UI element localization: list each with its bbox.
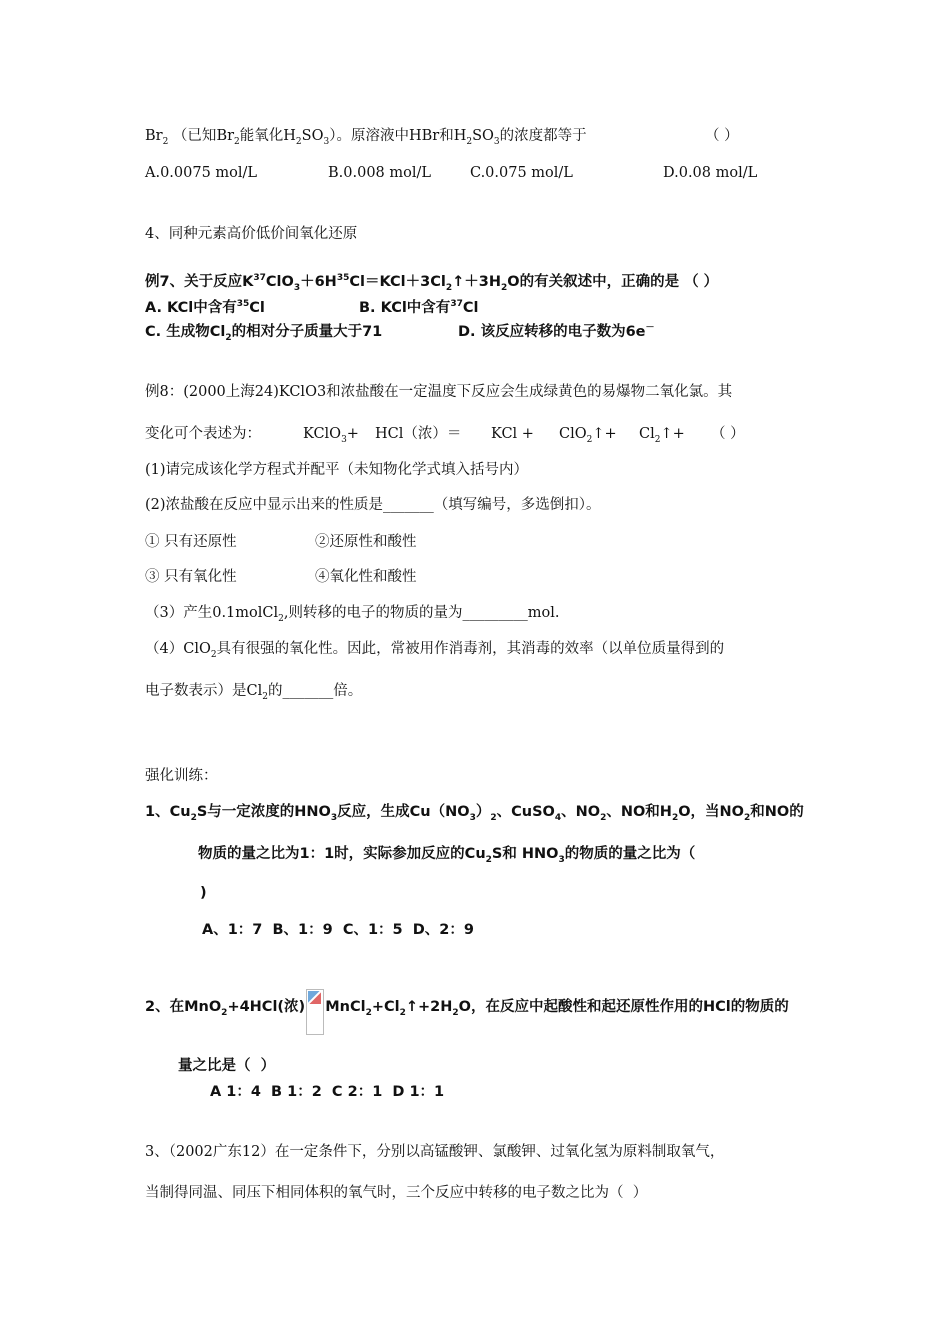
option-a: A.0.0075 mol/L (145, 165, 258, 181)
example-7-stem: 例7、关于反应$K^{37}ClO_3+6H^{35}Cl=KCl+3Cl_2↑+3H_2O$的有关叙述中，正确的是 （ ） (145, 273, 719, 293)
example-8-q3: （3）产生0.1molCl$_2$,则转移的电子的物质的量为_________mol. (145, 605, 560, 624)
drill-1-line3: ) (200, 885, 207, 901)
example-8-options-12: ① 只有还原性 ②还原性和酸性 (145, 534, 417, 550)
example-8-q4-line1: （4）ClO$_2$具有很强的氧化性。因此，常被用作消毒剂，其消毒的效率（以单位质量得到的 (145, 641, 725, 660)
broken-image-icon (306, 989, 324, 1035)
drill-2-line2: 量之比是（ ） (178, 1058, 276, 1074)
drill-3-line1: 3、（2002广东12）在一定条件下，分别以高锰酸钾、氯酸钾、过氧化氢为原料制取氧气， (145, 1144, 725, 1160)
drill-heading: 强化训练： (145, 768, 218, 784)
option-c: C.0.075 mol/L (470, 165, 573, 181)
example-8-options-34: ③ 只有氧化性 ④氧化性和酸性 (145, 569, 417, 585)
question-3-stem: $Br_2$ （已知$Br_2$能氧化$H_2SO_3$）。原溶液中HBr和$H_2SO_3$的浓度都等于 （ ） (145, 128, 739, 147)
answer-bracket: （ ） (705, 128, 739, 144)
section-4-heading: 4、同种元素高价低价间氧化还原 (145, 226, 358, 242)
drill-1-options: A、1：7 B、1：9 C、1：5 D、2：9 (202, 922, 474, 938)
example-8-stem: 例8：(2000上海24)KClO3和浓盐酸在一定温度下反应会生成绿黄色的易爆物二氧化氯。其 (145, 384, 733, 400)
drill-1-line2: 物质的量之比为1：1时，实际参加反应的$Cu_2S$和 $HNO_3$的物质的量之比为（ (198, 846, 696, 865)
option-d: D.0.08 mol/L (663, 165, 758, 181)
example-7-options-ab: A. KCl中含有$^{35}$Cl B. KCl中含有$^{37}$Cl (145, 299, 479, 316)
drill-1-line1: 1、$Cu_2S$与一定浓度的$HNO_3$反应，生成$Cu(NO_3)_2$、CuSO$_4$、$NO_2$、NO和$H_2O$，当$NO_2$和NO的 (145, 804, 804, 823)
drill-3-line2: 当制得同温、同压下相同体积的氧气时，三个反应中转移的电子数之比为（ ） (145, 1185, 648, 1201)
example-8-q2: (2)浓盐酸在反应中显示出来的性质是_______（填写编号，多选倒扣）。 (145, 497, 601, 513)
drill-2-options: A 1：4 B 1：2 C 2：1 D 1：1 (210, 1084, 445, 1100)
example-7-options-cd: C. 生成物$Cl_2$的相对分子质量大于71 D. 该反应转移的电子数为6e－ (145, 323, 655, 343)
example-8-q4-line2: 电子数表示）是$Cl_2$的_______倍。 (145, 683, 363, 702)
drill-2-line1: 2、在MnO$_2$+4HCl(浓) $MnCl_2+Cl_2↑+2H_2O$，在反应中起酸性和起还原性作用的HCl的物质的 (145, 997, 789, 1035)
example-8-q1: (1)请完成该化学方程式并配平（未知物化学式填入括号内） (145, 462, 529, 478)
option-b: B.0.008 mol/L (328, 165, 432, 181)
example-8-equation: 变化可个表述为： KClO$_3$+ HCl（浓）＝ KCl + ClO$_2$↑+ $Cl_2↑+$ （ ） (145, 426, 745, 445)
